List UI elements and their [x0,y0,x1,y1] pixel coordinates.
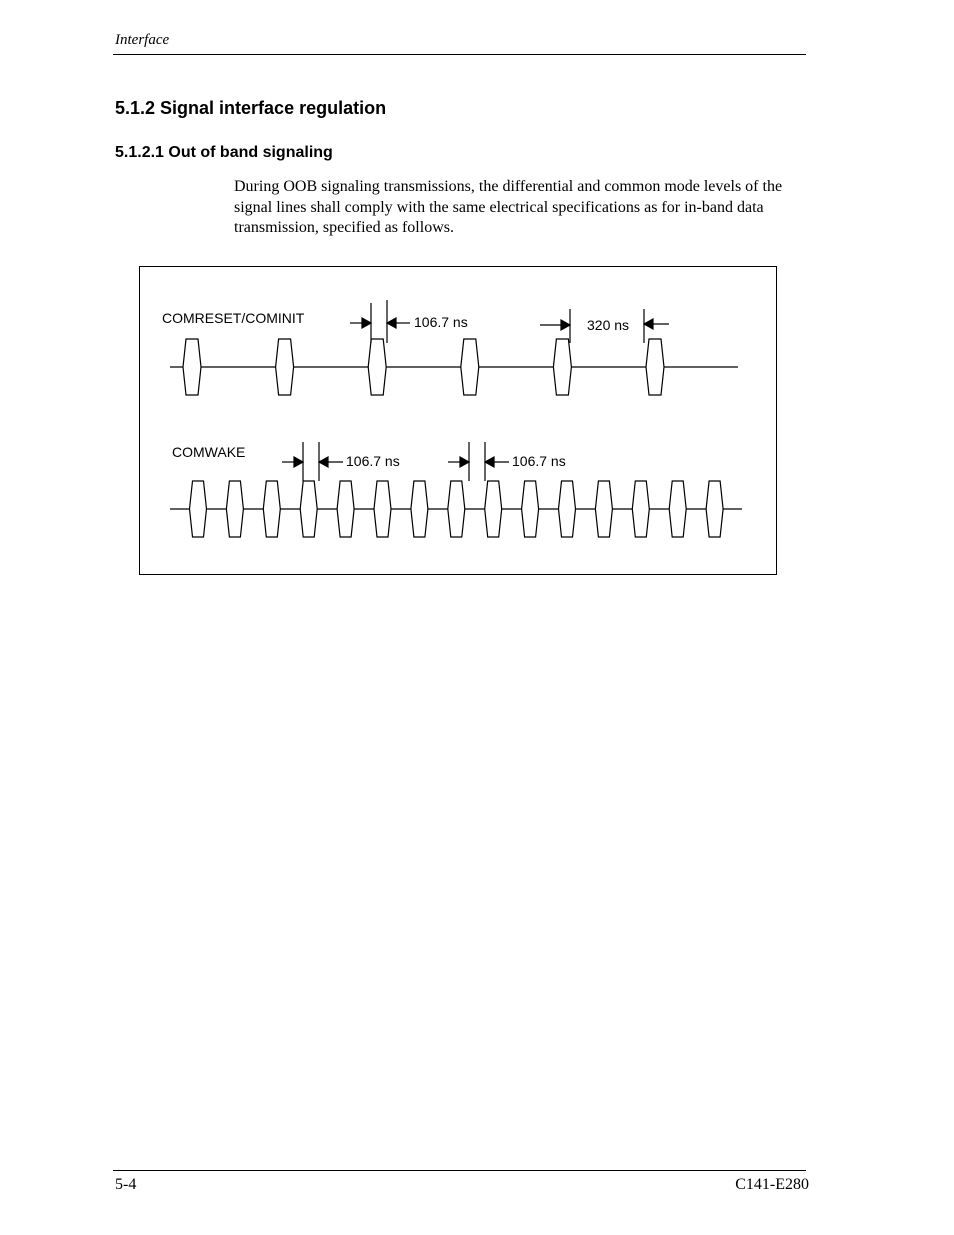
comreset-burst [553,339,571,395]
comwake-width-arrow-out-head [319,457,328,467]
comwake-width-arrow-in-head [294,457,303,467]
footer-rule [113,1170,806,1171]
comwake-gap-label: 106.7 ns [512,453,566,469]
comwake-burst [263,481,280,537]
comreset-label: COMRESET/COMINIT [162,310,305,326]
comwake-burst [411,481,428,537]
comwake-burst [706,481,723,537]
comwake-burst-width-label: 106.7 ns [346,453,400,469]
page-number: 5-4 [115,1176,137,1193]
comwake-burst [337,481,354,537]
section-heading: 5.1.2 Signal interface regulation [115,98,387,118]
running-header: Interface [115,32,170,48]
document-id: C141-E280 [735,1176,809,1193]
comreset-burst [646,339,664,395]
comwake-burst [190,481,207,537]
comwake-gap-arrow-in-head [460,457,469,467]
comreset-burst [183,339,201,395]
comwake-burst [226,481,243,537]
comwake-burst [300,481,317,537]
comwake-gap-arrow-out-head [485,457,494,467]
comwake-burst [485,481,502,537]
comwake-label: COMWAKE [172,444,246,460]
comwake-burst [448,481,465,537]
comreset-gap-label: 320 ns [587,317,630,333]
comwake-burst [632,481,649,537]
comreset-gap-arrow-right-head [644,319,653,329]
oob-timing-figure [139,266,777,575]
body-paragraph: During OOB signaling transmissions, the differential and common mode levels of the signal lines shall comply with the same electrical specifications as for in-band data transmission, specified as follows. [234,178,783,236]
comreset-burst [368,339,386,395]
comreset-width-arrow-in-head [362,318,371,328]
comwake-burst [522,481,539,537]
comwake-burst [669,481,686,537]
comreset-burst [276,339,294,395]
subsection-heading: 5.1.2.1 Out of band signaling [115,144,333,161]
header-rule [113,54,806,55]
comreset-gap-arrow-left-head [561,320,570,330]
comreset-burst [461,339,479,395]
comreset-burst-width-label: 106.7 ns [414,314,468,330]
comwake-burst [559,481,576,537]
comreset-width-arrow-out-head [387,318,396,328]
comwake-burst [374,481,391,537]
comwake-burst [595,481,612,537]
